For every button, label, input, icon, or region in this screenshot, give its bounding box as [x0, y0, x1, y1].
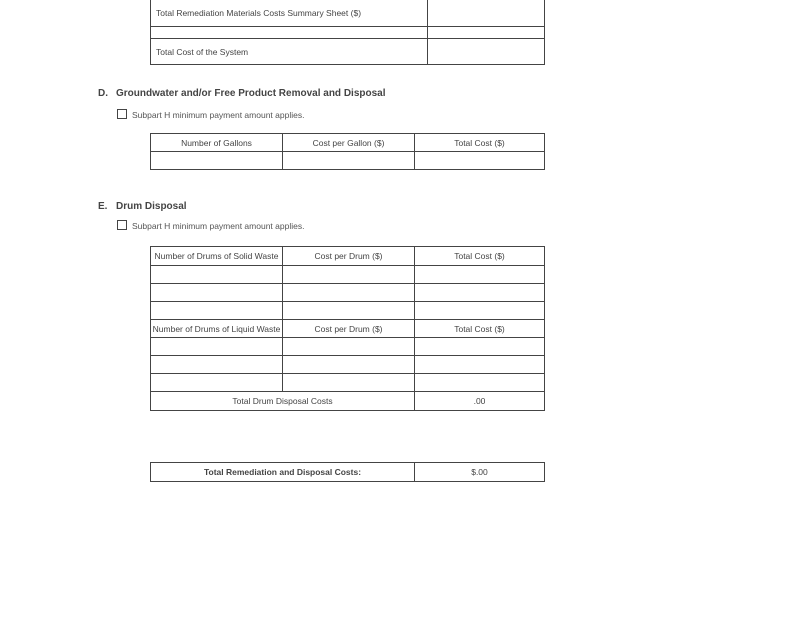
- header-cost-per-drum: Cost per Drum ($): [283, 320, 415, 338]
- section-d-title: Groundwater and/or Free Product Removal and Disposal: [116, 88, 386, 99]
- total-cost-input[interactable]: [415, 152, 545, 170]
- checkbox[interactable]: [117, 220, 127, 230]
- header-total-cost: Total Cost ($): [415, 134, 545, 152]
- total-cost-input[interactable]: [415, 284, 545, 302]
- section-e-checkbox-row[interactable]: [117, 220, 304, 231]
- gallons-input[interactable]: [151, 152, 283, 170]
- section-e-title: Drum Disposal: [116, 201, 187, 212]
- liquid-drums-input[interactable]: [151, 338, 283, 356]
- cost-per-drum-input[interactable]: [283, 302, 415, 320]
- spacer-cell[interactable]: [428, 27, 545, 39]
- solid-drums-input[interactable]: [151, 284, 283, 302]
- section-e-letter: E.: [98, 201, 108, 212]
- solid-drums-input[interactable]: [151, 302, 283, 320]
- drum-disposal-table: [150, 246, 545, 411]
- materials-costs-label: Total Remediation Materials Costs Summary Sheet ($): [151, 0, 428, 27]
- section-e-heading: [98, 201, 187, 212]
- spacer-cell: [151, 27, 428, 39]
- grand-total-value[interactable]: $.00: [415, 463, 545, 482]
- total-cost-input[interactable]: [415, 338, 545, 356]
- grand-total-label: Total Remediation and Disposal Costs:: [151, 463, 415, 482]
- total-cost-input[interactable]: [415, 356, 545, 374]
- header-solid-drums: Number of Drums of Solid Waste: [151, 247, 283, 266]
- cost-per-drum-input[interactable]: [283, 338, 415, 356]
- system-cost-label: Total Cost of the System: [151, 39, 428, 65]
- total-cost-input[interactable]: [415, 302, 545, 320]
- materials-costs-value[interactable]: [428, 0, 545, 27]
- total-cost-input[interactable]: [415, 266, 545, 284]
- section-d-heading: [98, 88, 386, 99]
- groundwater-table: [150, 133, 545, 170]
- section-d-letter: D.: [98, 88, 108, 99]
- liquid-drums-input[interactable]: [151, 356, 283, 374]
- grand-total-table: [150, 462, 545, 482]
- header-liquid-drums: Number of Drums of Liquid Waste: [151, 320, 283, 338]
- section-e-checkbox-label: Subpart H minimum payment amount applies.: [132, 221, 305, 231]
- header-total-cost: Total Cost ($): [415, 320, 545, 338]
- total-cost-input[interactable]: [415, 374, 545, 392]
- cost-per-drum-input[interactable]: [283, 284, 415, 302]
- cost-per-gallon-input[interactable]: [283, 152, 415, 170]
- cost-per-drum-input[interactable]: [283, 356, 415, 374]
- header-total-cost: Total Cost ($): [415, 247, 545, 266]
- checkbox[interactable]: [117, 109, 127, 119]
- system-cost-table: [150, 0, 545, 65]
- drum-total-label: Total Drum Disposal Costs: [151, 392, 415, 411]
- cost-per-drum-input[interactable]: [283, 266, 415, 284]
- section-d-checkbox-label: Subpart H minimum payment amount applies.: [132, 110, 305, 120]
- header-cost-per-drum: Cost per Drum ($): [283, 247, 415, 266]
- section-d-checkbox-row[interactable]: [117, 109, 304, 120]
- header-gallons: Number of Gallons: [151, 134, 283, 152]
- cost-per-drum-input[interactable]: [283, 374, 415, 392]
- liquid-drums-input[interactable]: [151, 374, 283, 392]
- system-cost-value[interactable]: [428, 39, 545, 65]
- drum-total-value[interactable]: .00: [415, 392, 545, 411]
- solid-drums-input[interactable]: [151, 266, 283, 284]
- header-cost-per-gallon: Cost per Gallon ($): [283, 134, 415, 152]
